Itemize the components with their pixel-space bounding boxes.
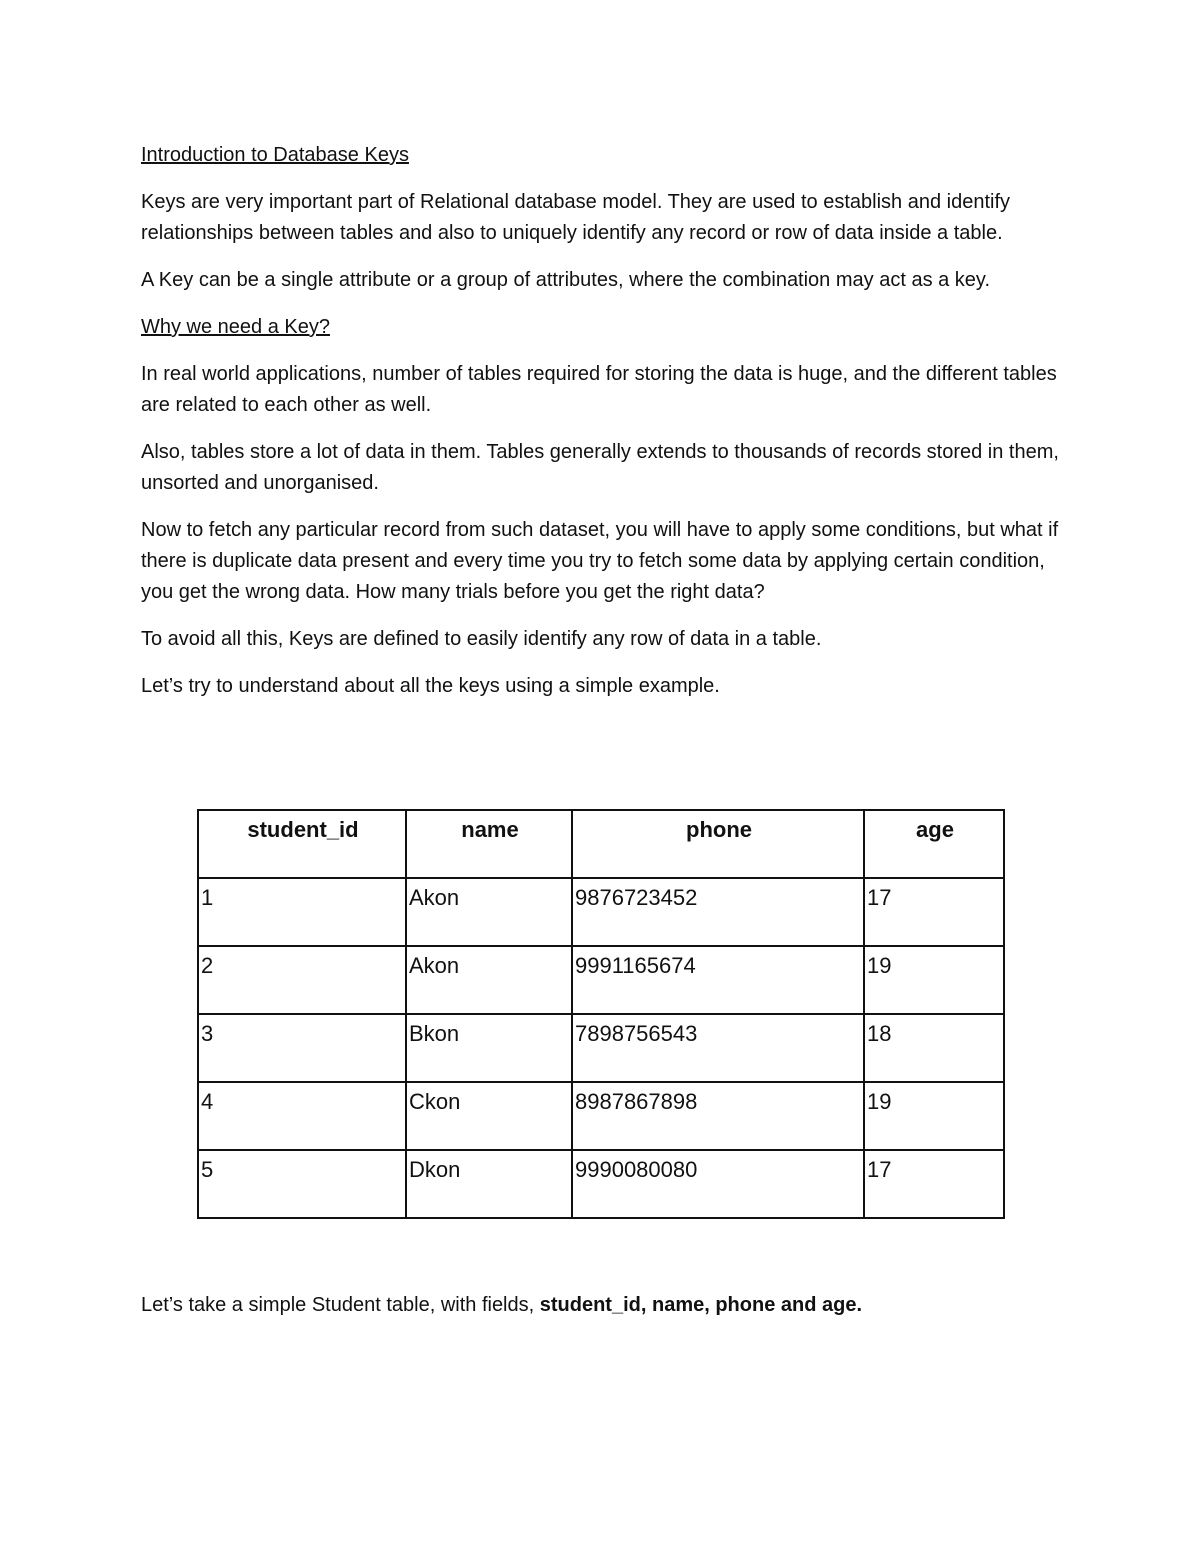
- table-row: [198, 878, 1004, 946]
- cell-student-id: 1: [198, 878, 406, 946]
- table-header-row: [198, 810, 1004, 878]
- cell-age: 19: [864, 946, 1004, 1014]
- student-table: [197, 809, 1005, 1219]
- cell-phone: 7898756543: [572, 1014, 864, 1082]
- cell-age: 17: [864, 1150, 1004, 1218]
- cell-age: 19: [864, 1082, 1004, 1150]
- paragraph-lot-of-data: Also, tables store a lot of data in them. Tables generally extends to thousands of records stored in them, unsorted and unorganised.: [141, 441, 1059, 494]
- document-body: [141, 140, 1061, 718]
- cell-name: Ckon: [406, 1082, 572, 1150]
- column-header-student-id: student_id: [198, 810, 406, 878]
- page-title: Introduction to Database Keys: [141, 144, 409, 166]
- paragraph-keys-intro: Keys are very important part of Relational database model. They are used to establish and identify relationships between tables and also to uniquely identify any record or row of data inside a table.: [141, 191, 1011, 244]
- cell-student-id: 4: [198, 1082, 406, 1150]
- paragraph-avoid: To avoid all this, Keys are defined to easily identify any row of data in a table.: [141, 628, 822, 650]
- cell-name: Akon: [406, 946, 572, 1014]
- column-header-phone: phone: [572, 810, 864, 878]
- closing-paragraph: [141, 1290, 1061, 1321]
- table-row: [198, 946, 1004, 1014]
- paragraph-real-world: In real world applications, number of tables required for storing the data is huge, and the different tables are related to each other as well.: [141, 363, 1057, 416]
- cell-name: Akon: [406, 878, 572, 946]
- cell-phone: 9990080080: [572, 1150, 864, 1218]
- cell-name: Dkon: [406, 1150, 572, 1218]
- table-row: [198, 1082, 1004, 1150]
- column-header-name: name: [406, 810, 572, 878]
- cell-name: Bkon: [406, 1014, 572, 1082]
- cell-age: 17: [864, 878, 1004, 946]
- cell-student-id: 2: [198, 946, 406, 1014]
- cell-phone: 9991165674: [572, 946, 864, 1014]
- student-table-container: [197, 809, 1003, 1219]
- paragraph-example-intro: Let’s try to understand about all the keys using a simple example.: [141, 675, 720, 697]
- section-heading-why-key: Why we need a Key?: [141, 316, 330, 338]
- column-header-age: age: [864, 810, 1004, 878]
- cell-age: 18: [864, 1014, 1004, 1082]
- cell-student-id: 3: [198, 1014, 406, 1082]
- closing-field-list: student_id, name, phone and age.: [539, 1294, 863, 1316]
- paragraph-fetch-record: Now to fetch any particular record from such dataset, you will have to apply some conditions, but what if there is duplicate data present and every time you try to fetch some data by applying certain condition, you get the wrong data. How many trials before you get the right data?: [141, 519, 1059, 603]
- paragraph-key-definition: A Key can be a single attribute or a group of attributes, where the combination may act as a key.: [141, 269, 990, 291]
- closing-lead-text: Let’s take a simple Student table, with fields,: [141, 1294, 540, 1316]
- table-row: [198, 1014, 1004, 1082]
- cell-phone: 9876723452: [572, 878, 864, 946]
- cell-phone: 8987867898: [572, 1082, 864, 1150]
- table-row: [198, 1150, 1004, 1218]
- cell-student-id: 5: [198, 1150, 406, 1218]
